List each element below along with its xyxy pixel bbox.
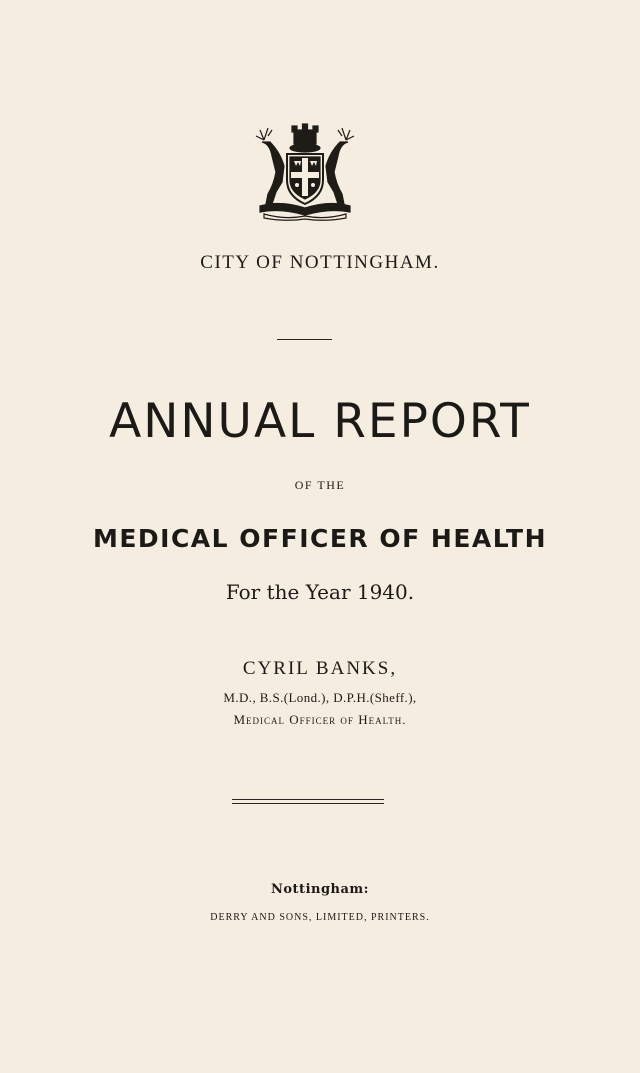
imprint-printer: DERRY AND SONS, LIMITED, PRINTERS. xyxy=(210,912,430,923)
author-qualifications: M.D., B.S.(Lond.), D.P.H.(Sheff.), xyxy=(223,690,417,705)
imprint-place: Nottingham: xyxy=(271,882,369,897)
coat-of-arms-icon xyxy=(250,122,360,222)
author-role: Medical Officer of Health. xyxy=(233,712,407,727)
report-subject: MEDICAL OFFICER OF HEALTH xyxy=(92,524,548,553)
author-name: CYRIL BANKS, xyxy=(242,658,398,679)
report-period: For the Year 1940. xyxy=(225,580,415,604)
divider-short xyxy=(277,339,332,340)
city-heading: CITY OF NOTTINGHAM. xyxy=(200,252,440,273)
report-title: ANNUAL REPORT xyxy=(109,394,531,449)
title-connector: OF THE xyxy=(294,478,346,492)
divider-double xyxy=(232,799,384,804)
